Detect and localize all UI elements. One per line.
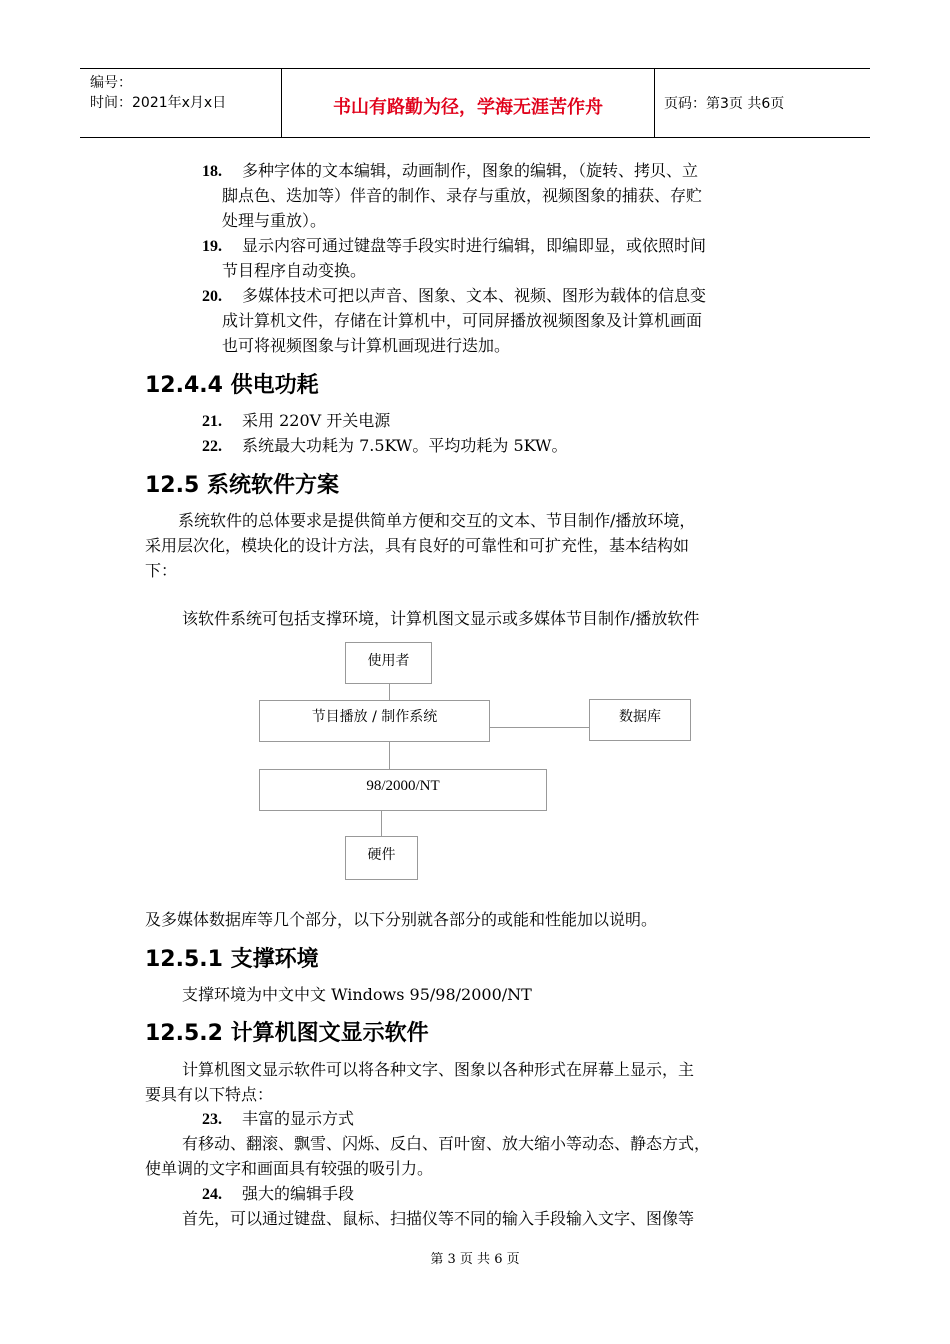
box-os: 98/2000/NT	[259, 769, 547, 811]
heading-12-4-4: 12.4.4 供电功耗	[145, 373, 319, 398]
paragraph: 要具有以下特点：	[145, 1085, 274, 1104]
connector	[389, 683, 390, 701]
header-motto: 书山有路勤为径，学海无涯苦作舟	[333, 97, 603, 118]
list-item-19: 19. 显示内容可通过键盘等手段实时进行编辑，即编即显，或依照时间	[202, 236, 707, 255]
box-hardware: 硬件	[345, 836, 418, 880]
heading-12-5-2: 12.5.2 计算机图文显示软件	[145, 1021, 429, 1046]
header-meta	[90, 73, 226, 113]
box-database: 数据库	[589, 699, 691, 741]
list-item-text: 处理与重放）。	[222, 211, 327, 230]
header-divider	[654, 69, 655, 137]
paragraph: 计算机图文显示软件可以将各种文字、图象以各种形式在屏幕上显示，主	[182, 1060, 695, 1079]
box-system: 节目播放 / 制作系统	[259, 700, 490, 742]
connector	[381, 810, 382, 836]
paragraph: 及多媒体数据库等几个部分，以下分别就各部分的或能和性能加以说明。	[145, 910, 658, 929]
list-item-21: 21. 采用 220V 开关电源	[202, 411, 391, 430]
box-user: 使用者	[345, 642, 432, 684]
paragraph: 该软件系统可包括支撑环境，计算机图文显示或多媒体节目制作/播放软件	[182, 609, 700, 628]
paragraph: 支撑环境为中文中文 Windows 95/98/2000/NT	[182, 985, 532, 1004]
heading-12-5: 12.5 系统软件方案	[145, 473, 339, 498]
connector	[489, 727, 590, 728]
date-label: 时间：2021年x月x日	[90, 95, 227, 111]
number-label: 编号：	[90, 75, 132, 91]
paragraph: 下：	[145, 561, 178, 580]
list-item-24: 24. 强大的编辑手段	[202, 1184, 355, 1203]
list-item-23: 23. 丰富的显示方式	[202, 1109, 355, 1128]
list-item-text: 成计算机文件，存储在计算机中，可同屏播放视频图象及计算机画面	[222, 311, 703, 330]
connector	[389, 741, 390, 770]
list-item-18: 18. 多种字体的文本编辑，动画制作，图象的编辑，（旋转、拷贝、立	[202, 161, 699, 180]
list-item-text: 脚点色、迭加等）伴音的制作、录存与重放，视频图象的捕获、存贮	[222, 186, 703, 205]
page-header	[80, 68, 870, 138]
paragraph: 系统软件的总体要求是提供简单方便和交互的文本、节目制作/播放环境，	[178, 511, 696, 530]
list-item-text: 也可将视频图象与计算机画现进行迭加。	[222, 336, 511, 355]
header-page-info: 页码：第3页 共6页	[664, 96, 785, 112]
list-item-text: 节目程序自动变换。	[222, 261, 367, 280]
page-footer: 第 3 页 共 6 页	[430, 1252, 520, 1267]
paragraph: 使单调的文字和画面具有较强的吸引力。	[145, 1159, 434, 1178]
list-item-22: 22. 系统最大功耗为 7.5KW。平均功耗为 5KW。	[202, 436, 568, 455]
paragraph: 采用层次化，模块化的设计方法，具有良好的可靠性和可扩充性，基本结构如	[145, 536, 690, 555]
paragraph: 首先，可以通过键盘、鼠标、扫描仪等不同的输入手段输入文字、图像等	[182, 1209, 695, 1228]
heading-12-5-1: 12.5.1 支撑环境	[145, 947, 319, 972]
list-item-20: 20. 多媒体技术可把以声音、图象、文本、视频、图形为载体的信息变	[202, 286, 707, 305]
paragraph: 有移动、翻滚、飘雪、闪烁、反白、百叶窗、放大缩小等动态、静态方式，	[182, 1134, 711, 1153]
